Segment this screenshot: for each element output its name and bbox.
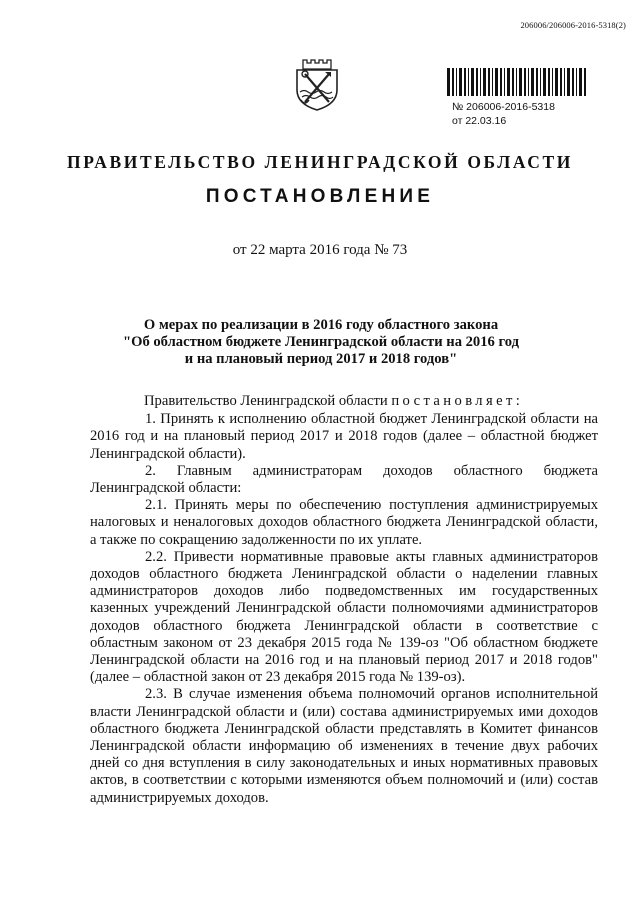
document-reference-number: 206006/206006-2016-5318(2) — [520, 20, 626, 30]
registration-number: № 206006-2016-5318 — [452, 101, 555, 113]
coat-of-arms-icon — [291, 56, 343, 112]
paragraph-2-3: 2.3. В случае изменения объема полномочий органов исполнительной власти Ленинградской области и (или) состава администрируемых ими доходов областного бюджета Ленинградской области представлять в Комитет финансов Ленинградской области информацию об изменениях в течение двух рабочих дней со дня вступления в силу законодательных и иных нормативных правовых актов, в соответствии с которыми изменяются объем полномочий и (или) состав администрируемых доходов. — [90, 686, 598, 806]
document-title-line: "Об областном бюджете Ленинградской области на 2016 год — [122, 334, 519, 350]
barcode — [446, 68, 588, 96]
document-title — [90, 317, 552, 368]
issuing-authority: ПРАВИТЕЛЬСТВО ЛЕНИНГРАДСКОЙ ОБЛАСТИ — [66, 152, 574, 172]
document-type: ПОСТАНОВЛЕНИЕ — [205, 186, 435, 207]
intro-paragraph — [90, 393, 598, 410]
document-date-number: от 22 марта 2016 года № 73 — [232, 242, 408, 258]
intro-subject: Правительство Ленинградской области — [144, 393, 392, 409]
registration-date: от 22.03.16 — [452, 115, 507, 127]
paragraph-1: 1. Принять к исполнению областной бюджет Ленинградской области на 2016 год и на плановый период 2017 и 2018 годов (далее – областной бюджет Ленинградской области). — [90, 411, 598, 462]
document-title-line: и на плановый период 2017 и 2018 годов" — [184, 351, 458, 367]
paragraph-2-2: 2.2. Привести нормативные правовые акты главных администраторов доходов областного бюджета Ленинградской области о наделении главных администраторов доходов либо подведомственных им государственных казенных учреждений Ленинградской области полномочиями администраторов доходов областного бюджета Ленинградской области в соответствие с областным законом от 23 декабря 2015 года № 139-оз "Об областном бюджете Ленинградской области на 2016 год и на плановый период 2017 и 2018 годов" (далее – областной закон от 23 декабря 2015 года № 139-оз). — [90, 548, 598, 686]
paragraph-2: 2. Главным администраторам доходов областного бюджета Ленинградской области: — [90, 462, 598, 497]
document-body — [90, 393, 598, 807]
intro-verb: постановляет: — [391, 393, 524, 409]
paragraph-2-1: 2.1. Принять меры по обеспечению поступления администрируемых налоговых и неналоговых доходов областного бюджета Ленинградской области, а также по сокращению задолженности по их уплате. — [90, 497, 598, 548]
document-title-line: О мерах по реализации в 2016 году областного закона — [143, 317, 499, 333]
